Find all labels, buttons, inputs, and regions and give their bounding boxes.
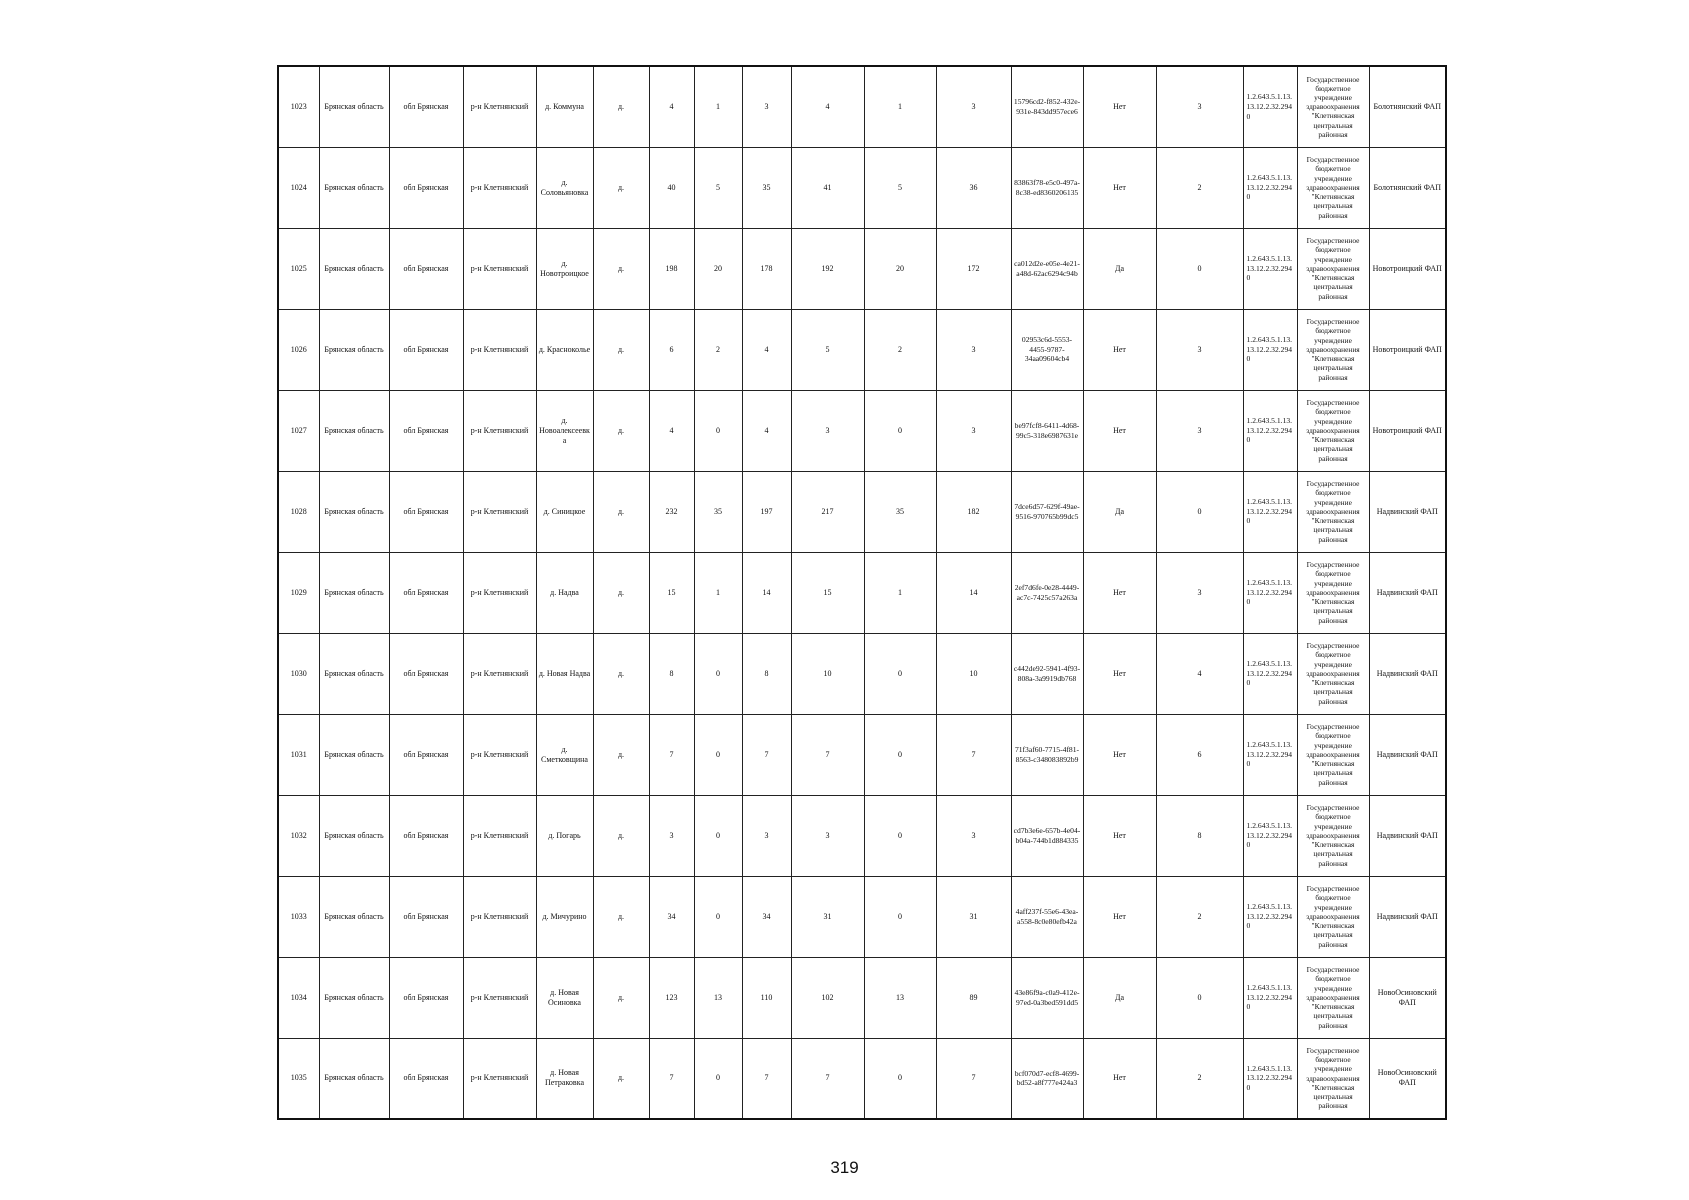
settlement-cell: д. Новая Осиновка	[536, 957, 593, 1038]
district-cell: р-н Клетнянский	[463, 633, 536, 714]
population-total-2-cell: 10	[791, 633, 864, 714]
population-adults-cell: 3	[742, 66, 791, 147]
population-children-2-cell: 1	[864, 66, 936, 147]
flag-cell: Нет	[1083, 309, 1156, 390]
subject-cell: обл Брянская	[389, 552, 463, 633]
page-number: 319	[830, 1158, 859, 1177]
population-total-2-cell: 5	[791, 309, 864, 390]
population-children-2-cell: 0	[864, 633, 936, 714]
oid-cell: 1.2.643.5.1.13.13.12.2.32.2940	[1243, 471, 1297, 552]
district-cell: р-н Клетнянский	[463, 147, 536, 228]
population-adults-2-cell: 172	[936, 228, 1011, 309]
region-cell: Брянская область	[319, 957, 389, 1038]
settlement-type-cell: д.	[593, 957, 649, 1038]
population-total-cell: 40	[649, 147, 694, 228]
district-cell: р-н Клетнянский	[463, 795, 536, 876]
fias-guid-cell: 4aff237f-55e6-43ea-a558-8c0e80efb42a	[1011, 876, 1083, 957]
code-cell: 3	[1156, 309, 1243, 390]
table-row	[278, 471, 1446, 552]
population-children-cell: 20	[694, 228, 742, 309]
oid-cell: 1.2.643.5.1.13.13.12.2.32.2940	[1243, 228, 1297, 309]
region-cell: Брянская область	[319, 309, 389, 390]
population-total-cell: 3	[649, 795, 694, 876]
population-adults-2-cell: 3	[936, 66, 1011, 147]
settlement-type-cell: д.	[593, 390, 649, 471]
fias-guid-cell: 83863f78-e5c0-497a-8c38-ed8360206135	[1011, 147, 1083, 228]
region-cell: Брянская область	[319, 876, 389, 957]
settlement-cell: д. Надва	[536, 552, 593, 633]
organization-cell: Государственное бюджетное учреждение здравоохранения "Клетнянская центральная районная	[1297, 228, 1369, 309]
population-adults-2-cell: 10	[936, 633, 1011, 714]
population-total-cell: 232	[649, 471, 694, 552]
population-total-2-cell: 7	[791, 1038, 864, 1119]
population-total-cell: 4	[649, 66, 694, 147]
settlement-cell: д. Красноколье	[536, 309, 593, 390]
row-number-cell: 1024	[278, 147, 319, 228]
population-adults-2-cell: 3	[936, 309, 1011, 390]
population-adults-cell: 197	[742, 471, 791, 552]
population-adults-cell: 4	[742, 390, 791, 471]
population-total-2-cell: 3	[791, 390, 864, 471]
region-cell: Брянская область	[319, 1038, 389, 1119]
fias-guid-cell: 7dce6d57-629f-49ae-9516-970765b99dc5	[1011, 471, 1083, 552]
settlement-cell: д. Сметковщина	[536, 714, 593, 795]
fap-cell: Новотроицкий ФАП	[1369, 309, 1446, 390]
oid-cell: 1.2.643.5.1.13.13.12.2.32.2940	[1243, 876, 1297, 957]
table-row	[278, 633, 1446, 714]
flag-cell: Нет	[1083, 633, 1156, 714]
organization-cell: Государственное бюджетное учреждение здравоохранения "Клетнянская центральная районная	[1297, 309, 1369, 390]
organization-cell: Государственное бюджетное учреждение здравоохранения "Клетнянская центральная районная	[1297, 876, 1369, 957]
population-children-2-cell: 1	[864, 552, 936, 633]
population-children-cell: 0	[694, 633, 742, 714]
population-total-cell: 123	[649, 957, 694, 1038]
settlement-type-cell: д.	[593, 552, 649, 633]
district-cell: р-н Клетнянский	[463, 957, 536, 1038]
fias-guid-cell: be97fcf8-6411-4d68-99c5-318e6987631e	[1011, 390, 1083, 471]
oid-cell: 1.2.643.5.1.13.13.12.2.32.2940	[1243, 552, 1297, 633]
population-adults-2-cell: 36	[936, 147, 1011, 228]
population-children-2-cell: 20	[864, 228, 936, 309]
population-adults-2-cell: 182	[936, 471, 1011, 552]
organization-cell: Государственное бюджетное учреждение здравоохранения "Клетнянская центральная районная	[1297, 957, 1369, 1038]
population-adults-2-cell: 89	[936, 957, 1011, 1038]
settlement-type-cell: д.	[593, 309, 649, 390]
region-cell: Брянская область	[319, 147, 389, 228]
fias-guid-cell: 02953c6d-5553-4455-9787-34aa09604cb4	[1011, 309, 1083, 390]
settlement-cell: д. Соловьяновка	[536, 147, 593, 228]
table-row	[278, 876, 1446, 957]
fias-guid-cell: 43e86f9a-c0a9-412e-97ed-0a3bed591dd5	[1011, 957, 1083, 1038]
population-total-2-cell: 217	[791, 471, 864, 552]
code-cell: 0	[1156, 228, 1243, 309]
settlements-table	[277, 65, 1447, 1120]
flag-cell: Да	[1083, 228, 1156, 309]
population-total-2-cell: 7	[791, 714, 864, 795]
population-adults-2-cell: 3	[936, 795, 1011, 876]
fap-cell: Новотроицкий ФАП	[1369, 390, 1446, 471]
population-children-cell: 5	[694, 147, 742, 228]
population-total-cell: 7	[649, 714, 694, 795]
flag-cell: Да	[1083, 471, 1156, 552]
population-total-cell: 6	[649, 309, 694, 390]
region-cell: Брянская область	[319, 390, 389, 471]
district-cell: р-н Клетнянский	[463, 1038, 536, 1119]
fias-guid-cell: cd7b3e6e-657b-4e04-b04a-744b1d884335	[1011, 795, 1083, 876]
fap-cell: НовоОсиновский ФАП	[1369, 1038, 1446, 1119]
settlement-cell: д. Новая Петраковка	[536, 1038, 593, 1119]
organization-cell: Государственное бюджетное учреждение здравоохранения "Клетнянская центральная районная	[1297, 552, 1369, 633]
settlement-cell: д. Новая Надва	[536, 633, 593, 714]
subject-cell: обл Брянская	[389, 876, 463, 957]
district-cell: р-н Клетнянский	[463, 714, 536, 795]
table-row	[278, 795, 1446, 876]
population-total-cell: 4	[649, 390, 694, 471]
flag-cell: Нет	[1083, 66, 1156, 147]
population-children-cell: 0	[694, 714, 742, 795]
row-number-cell: 1031	[278, 714, 319, 795]
settlement-cell: д. Погарь	[536, 795, 593, 876]
fap-cell: Надвинский ФАП	[1369, 795, 1446, 876]
organization-cell: Государственное бюджетное учреждение здравоохранения "Клетнянская центральная районная	[1297, 471, 1369, 552]
organization-cell: Государственное бюджетное учреждение здравоохранения "Клетнянская центральная районная	[1297, 795, 1369, 876]
fap-cell: Надвинский ФАП	[1369, 552, 1446, 633]
population-children-2-cell: 13	[864, 957, 936, 1038]
settlement-type-cell: д.	[593, 66, 649, 147]
population-children-cell: 0	[694, 390, 742, 471]
subject-cell: обл Брянская	[389, 147, 463, 228]
oid-cell: 1.2.643.5.1.13.13.12.2.32.2940	[1243, 714, 1297, 795]
code-cell: 4	[1156, 633, 1243, 714]
settlement-cell: д. Новоалексеевка	[536, 390, 593, 471]
table-row	[278, 1038, 1446, 1119]
row-number-cell: 1028	[278, 471, 319, 552]
population-children-cell: 2	[694, 309, 742, 390]
code-cell: 2	[1156, 147, 1243, 228]
fap-cell: Новотроицкий ФАП	[1369, 228, 1446, 309]
district-cell: р-н Клетнянский	[463, 390, 536, 471]
population-total-cell: 198	[649, 228, 694, 309]
oid-cell: 1.2.643.5.1.13.13.12.2.32.2940	[1243, 147, 1297, 228]
oid-cell: 1.2.643.5.1.13.13.12.2.32.2940	[1243, 957, 1297, 1038]
population-adults-cell: 178	[742, 228, 791, 309]
population-children-2-cell: 0	[864, 876, 936, 957]
code-cell: 3	[1156, 390, 1243, 471]
fias-guid-cell: ca012d2e-e05e-4e21-a48d-62ac6294c94b	[1011, 228, 1083, 309]
settlement-type-cell: д.	[593, 795, 649, 876]
oid-cell: 1.2.643.5.1.13.13.12.2.32.2940	[1243, 633, 1297, 714]
row-number-cell: 1026	[278, 309, 319, 390]
fap-cell: Болотнянский ФАП	[1369, 147, 1446, 228]
flag-cell: Нет	[1083, 147, 1156, 228]
settlement-type-cell: д.	[593, 147, 649, 228]
settlement-cell: д. Мичурино	[536, 876, 593, 957]
row-number-cell: 1027	[278, 390, 319, 471]
population-total-cell: 8	[649, 633, 694, 714]
code-cell: 6	[1156, 714, 1243, 795]
population-children-2-cell: 0	[864, 714, 936, 795]
fias-guid-cell: 2ef7d6fe-0e28-4449-ac7c-7425c57a263a	[1011, 552, 1083, 633]
row-number-cell: 1032	[278, 795, 319, 876]
district-cell: р-н Клетнянский	[463, 471, 536, 552]
code-cell: 8	[1156, 795, 1243, 876]
table-row	[278, 552, 1446, 633]
flag-cell: Нет	[1083, 1038, 1156, 1119]
district-cell: р-н Клетнянский	[463, 552, 536, 633]
fias-guid-cell: 15796cd2-f852-432e-931e-843dd957ece6	[1011, 66, 1083, 147]
population-adults-cell: 7	[742, 714, 791, 795]
population-children-2-cell: 0	[864, 1038, 936, 1119]
region-cell: Брянская область	[319, 66, 389, 147]
organization-cell: Государственное бюджетное учреждение здравоохранения "Клетнянская центральная районная	[1297, 1038, 1369, 1119]
population-total-cell: 34	[649, 876, 694, 957]
population-children-2-cell: 2	[864, 309, 936, 390]
table-row	[278, 147, 1446, 228]
region-cell: Брянская область	[319, 714, 389, 795]
population-adults-cell: 34	[742, 876, 791, 957]
region-cell: Брянская область	[319, 552, 389, 633]
region-cell: Брянская область	[319, 471, 389, 552]
table-row	[278, 957, 1446, 1038]
row-number-cell: 1025	[278, 228, 319, 309]
oid-cell: 1.2.643.5.1.13.13.12.2.32.2940	[1243, 795, 1297, 876]
subject-cell: обл Брянская	[389, 390, 463, 471]
population-adults-cell: 8	[742, 633, 791, 714]
row-number-cell: 1033	[278, 876, 319, 957]
code-cell: 0	[1156, 471, 1243, 552]
population-children-cell: 0	[694, 1038, 742, 1119]
flag-cell: Нет	[1083, 714, 1156, 795]
fap-cell: Надвинский ФАП	[1369, 876, 1446, 957]
row-number-cell: 1023	[278, 66, 319, 147]
oid-cell: 1.2.643.5.1.13.13.12.2.32.2940	[1243, 390, 1297, 471]
population-children-2-cell: 5	[864, 147, 936, 228]
code-cell: 3	[1156, 66, 1243, 147]
flag-cell: Да	[1083, 957, 1156, 1038]
subject-cell: обл Брянская	[389, 714, 463, 795]
table-row	[278, 309, 1446, 390]
table-row	[278, 390, 1446, 471]
population-adults-cell: 7	[742, 1038, 791, 1119]
population-total-2-cell: 31	[791, 876, 864, 957]
organization-cell: Государственное бюджетное учреждение здравоохранения "Клетнянская центральная районная	[1297, 633, 1369, 714]
population-total-2-cell: 3	[791, 795, 864, 876]
settlement-cell: д. Синицкое	[536, 471, 593, 552]
population-total-cell: 7	[649, 1038, 694, 1119]
subject-cell: обл Брянская	[389, 228, 463, 309]
population-total-cell: 15	[649, 552, 694, 633]
row-number-cell: 1029	[278, 552, 319, 633]
fias-guid-cell: 71f3af60-7715-4f81-8563-c348083892b9	[1011, 714, 1083, 795]
population-children-2-cell: 0	[864, 390, 936, 471]
flag-cell: Нет	[1083, 390, 1156, 471]
code-cell: 2	[1156, 876, 1243, 957]
population-adults-cell: 3	[742, 795, 791, 876]
population-adults-2-cell: 7	[936, 1038, 1011, 1119]
subject-cell: обл Брянская	[389, 471, 463, 552]
population-total-2-cell: 15	[791, 552, 864, 633]
oid-cell: 1.2.643.5.1.13.13.12.2.32.2940	[1243, 309, 1297, 390]
population-children-cell: 0	[694, 795, 742, 876]
district-cell: р-н Клетнянский	[463, 66, 536, 147]
settlement-type-cell: д.	[593, 471, 649, 552]
table-row	[278, 714, 1446, 795]
fias-guid-cell: c442de92-5941-4f93-808a-3a9919db768	[1011, 633, 1083, 714]
fap-cell: Надвинский ФАП	[1369, 714, 1446, 795]
region-cell: Брянская область	[319, 795, 389, 876]
population-total-2-cell: 41	[791, 147, 864, 228]
population-adults-cell: 4	[742, 309, 791, 390]
population-total-2-cell: 192	[791, 228, 864, 309]
oid-cell: 1.2.643.5.1.13.13.12.2.32.2940	[1243, 1038, 1297, 1119]
population-adults-cell: 35	[742, 147, 791, 228]
organization-cell: Государственное бюджетное учреждение здравоохранения "Клетнянская центральная районная	[1297, 390, 1369, 471]
population-children-cell: 13	[694, 957, 742, 1038]
population-children-2-cell: 0	[864, 795, 936, 876]
population-adults-2-cell: 3	[936, 390, 1011, 471]
code-cell: 0	[1156, 957, 1243, 1038]
settlement-cell: д. Новотроицкое	[536, 228, 593, 309]
settlement-cell: д. Коммуна	[536, 66, 593, 147]
district-cell: р-н Клетнянский	[463, 228, 536, 309]
population-adults-cell: 110	[742, 957, 791, 1038]
flag-cell: Нет	[1083, 795, 1156, 876]
table-row	[278, 66, 1446, 147]
district-cell: р-н Клетнянский	[463, 876, 536, 957]
row-number-cell: 1030	[278, 633, 319, 714]
population-children-2-cell: 35	[864, 471, 936, 552]
table-row	[278, 228, 1446, 309]
settlement-type-cell: д.	[593, 228, 649, 309]
code-cell: 2	[1156, 1038, 1243, 1119]
region-cell: Брянская область	[319, 228, 389, 309]
population-children-cell: 1	[694, 552, 742, 633]
population-children-cell: 0	[694, 876, 742, 957]
region-cell: Брянская область	[319, 633, 389, 714]
population-total-2-cell: 4	[791, 66, 864, 147]
oid-cell: 1.2.643.5.1.13.13.12.2.32.2940	[1243, 66, 1297, 147]
settlement-type-cell: д.	[593, 633, 649, 714]
population-children-cell: 35	[694, 471, 742, 552]
code-cell: 3	[1156, 552, 1243, 633]
organization-cell: Государственное бюджетное учреждение здравоохранения "Клетнянская центральная районная	[1297, 714, 1369, 795]
settlement-type-cell: д.	[593, 876, 649, 957]
flag-cell: Нет	[1083, 876, 1156, 957]
population-children-cell: 1	[694, 66, 742, 147]
population-adults-cell: 14	[742, 552, 791, 633]
subject-cell: обл Брянская	[389, 309, 463, 390]
population-adults-2-cell: 14	[936, 552, 1011, 633]
subject-cell: обл Брянская	[389, 957, 463, 1038]
subject-cell: обл Брянская	[389, 66, 463, 147]
district-cell: р-н Клетнянский	[463, 309, 536, 390]
settlement-type-cell: д.	[593, 714, 649, 795]
organization-cell: Государственное бюджетное учреждение здравоохранения "Клетнянская центральная районная	[1297, 147, 1369, 228]
fap-cell: Надвинский ФАП	[1369, 633, 1446, 714]
row-number-cell: 1035	[278, 1038, 319, 1119]
fap-cell: НовоОсиновский ФАП	[1369, 957, 1446, 1038]
subject-cell: обл Брянская	[389, 795, 463, 876]
subject-cell: обл Брянская	[389, 1038, 463, 1119]
population-total-2-cell: 102	[791, 957, 864, 1038]
flag-cell: Нет	[1083, 552, 1156, 633]
population-adults-2-cell: 7	[936, 714, 1011, 795]
settlement-type-cell: д.	[593, 1038, 649, 1119]
organization-cell: Государственное бюджетное учреждение здравоохранения "Клетнянская центральная районная	[1297, 66, 1369, 147]
subject-cell: обл Брянская	[389, 633, 463, 714]
row-number-cell: 1034	[278, 957, 319, 1038]
fap-cell: Болотнянский ФАП	[1369, 66, 1446, 147]
population-adults-2-cell: 31	[936, 876, 1011, 957]
fias-guid-cell: bcf070d7-ecf8-4699-bd52-a8f777e424a3	[1011, 1038, 1083, 1119]
fap-cell: Надвинский ФАП	[1369, 471, 1446, 552]
